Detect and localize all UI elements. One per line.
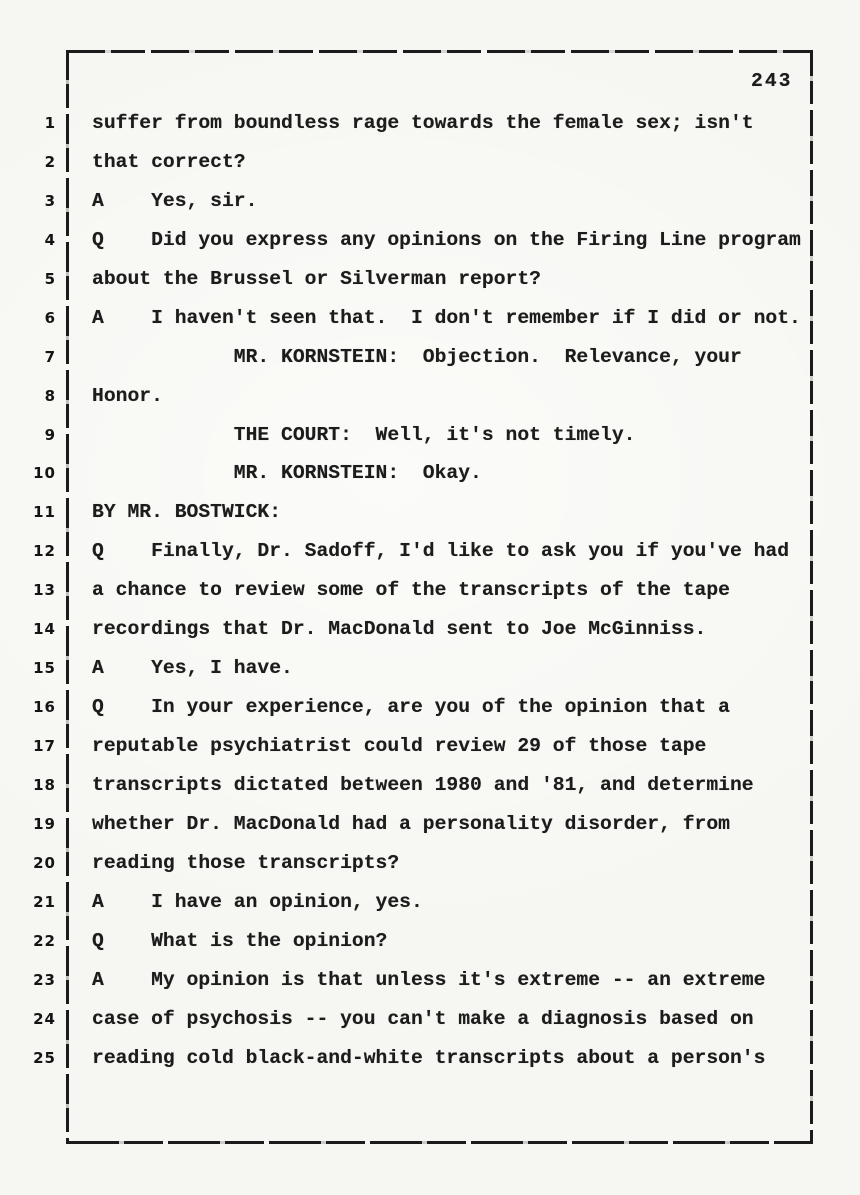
line-text: A I haven't seen that. I don't remember if I did or not. [92,306,801,329]
transcript-line [0,143,860,182]
line-number: 19 [33,814,56,833]
line-text: MR. KORNSTEIN: Objection. Relevance, your [92,345,742,368]
line-number: 13 [33,581,56,600]
line-text: THE COURT: Well, it's not timely. [92,423,636,446]
transcript-line [0,688,860,727]
transcript-line [0,844,860,883]
transcript-line [0,299,860,338]
transcript-line [0,571,860,610]
line-text: suffer from boundless rage towards the female sex; isn't [92,112,754,134]
line-number: 21 [33,892,56,911]
line-number: 8 [44,386,56,405]
transcript-line [0,454,860,493]
transcript-line [0,1000,860,1039]
line-number: 22 [33,931,56,950]
line-text: Q Did you express any opinions on the Firing Line program [92,228,801,251]
line-number: 24 [33,1009,56,1028]
line-number: 7 [44,347,56,366]
line-number: 25 [33,1048,56,1067]
transcript-line [0,221,860,260]
line-number: 3 [44,191,56,210]
transcript-line [0,532,860,571]
line-text: reading cold black-and-white transcripts about a person's [92,1046,766,1069]
transcript-line [0,610,860,649]
transcript-line [0,766,860,805]
line-text: that correct? [92,150,246,173]
line-number: 2 [44,152,56,171]
line-text: BY MR. BOSTWICK: [92,501,282,524]
transcript-line [0,805,860,844]
transcript-line [0,1039,860,1078]
line-number: 17 [33,737,56,755]
line-text: whether Dr. MacDonald had a personality disorder, from [92,812,730,835]
line-number: 10 [33,464,56,483]
transcript-line [0,416,860,455]
transcript-line [0,961,860,1000]
line-text: A Yes, sir. [92,189,258,212]
transcript-line [0,922,860,961]
line-text: MR. KORNSTEIN: Okay. [92,462,482,485]
line-number: 4 [44,230,56,249]
transcript-line [0,377,860,416]
line-number: 16 [33,698,56,717]
transcript-line [0,338,860,377]
line-number: 9 [44,425,56,444]
page-border-bottom [67,1141,812,1144]
page-border-top [67,50,812,53]
transcript-line [0,883,860,922]
transcript-line [0,727,860,766]
line-text: recordings that Dr. MacDonald sent to Joe McGinniss. [92,618,707,641]
transcript-line [0,493,860,532]
line-text: Q Finally, Dr. Sadoff, I'd like to ask you if you've had [92,540,790,563]
line-text: case of psychosis -- you can't make a diagnosis based on [92,1007,754,1030]
line-text: reading those transcripts? [92,851,400,874]
line-number: 1 [44,114,56,132]
line-text: reputable psychiatrist could review 29 of those tape [92,735,707,757]
transcript-line [0,104,860,143]
line-text: Q What is the opinion? [92,929,388,952]
line-text: A I have an opinion, yes. [92,890,423,913]
line-text: Honor. [92,384,163,407]
line-number: 18 [33,775,56,794]
line-text: about the Brussel or Silverman report? [92,267,541,290]
page-number: 243 [751,70,793,92]
line-text: A My opinion is that unless it's extreme -- an extreme [92,968,766,991]
transcript-line [0,182,860,221]
line-number: 11 [33,503,56,522]
line-number: 14 [33,620,56,639]
line-number: 6 [44,308,56,327]
line-text: transcripts dictated between 1980 and '81, and determine [92,773,754,796]
line-text: a chance to review some of the transcripts of the tape [92,579,730,602]
transcript-line [0,260,860,299]
line-number: 20 [33,853,56,872]
line-number: 5 [44,269,56,288]
line-number: 15 [33,659,56,678]
line-text: A Yes, I have. [92,657,293,680]
transcript-body [0,104,860,1077]
line-text: Q In your experience, are you of the opinion that a [92,696,730,719]
transcript-line [0,649,860,688]
line-number: 23 [33,970,56,989]
line-number: 12 [33,542,56,561]
